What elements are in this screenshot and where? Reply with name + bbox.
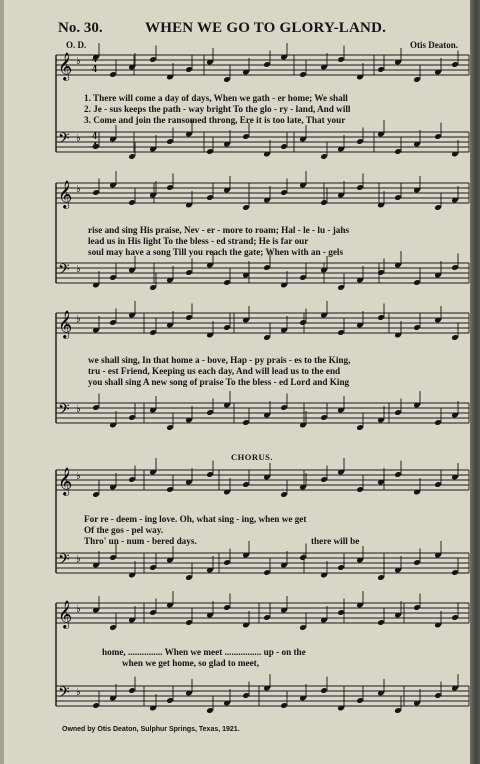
treble-clef-icon: 𝄞 <box>58 52 73 80</box>
hymn-page <box>4 0 470 764</box>
verse-2-line-2: lead us in His light To the bless - ed strand; He is far our <box>88 236 309 246</box>
chorus-line-5: when we get home, so glad to meet, <box>122 658 260 668</box>
chorus-line-4: home, ............... When we meet ................ up - on the <box>102 647 306 657</box>
flat-sign-icon: ♭ <box>76 404 81 415</box>
composer-name: Otis Deaton. <box>410 40 458 50</box>
flat-sign-icon: ♭ <box>76 687 81 698</box>
key-label: O. D. <box>66 40 87 50</box>
bass-clef-icon: 𝄢 <box>58 130 70 151</box>
verse-1-line-1: 1. There will come a day of days, When we gath - er home; We shall <box>84 93 348 103</box>
verse-2-line-3: tru - est Friend, Keeping us each day, And will lead us to the end <box>88 366 341 376</box>
chorus-line-1: For re - deem - ing love. Oh, what sing - ing, when we get <box>84 514 307 524</box>
time-signature: 4 <box>92 131 97 142</box>
verse-2-line-1: 2. Je - sus keeps the path - way bright To the glo - ry - land, And will <box>84 104 351 114</box>
flat-sign-icon: ♭ <box>76 264 81 275</box>
verse-3-line-2: soul may have a song Till you reach the gate; When with an - gels <box>88 247 344 257</box>
time-signature: 4 <box>92 64 97 75</box>
flat-sign-icon: ♭ <box>76 184 81 195</box>
hymn-title: WHEN WE GO TO GLORY-LAND. <box>145 20 387 36</box>
treble-clef-icon: 𝄞 <box>58 467 73 495</box>
verse-1-line-2: rise and sing His praise, Nev - er - more to roam; Hal - le - lu - jahs <box>88 225 350 235</box>
flat-sign-icon: ♭ <box>76 604 81 615</box>
bass-clef-icon: 𝄢 <box>58 551 70 572</box>
time-signature: 4 <box>92 141 97 152</box>
time-signature: 4 <box>92 54 97 65</box>
bass-echo-text: there will be <box>311 536 360 546</box>
bass-clef-icon: 𝄢 <box>58 401 70 422</box>
bass-clef-icon: 𝄢 <box>58 261 70 282</box>
flat-sign-icon: ♭ <box>76 554 81 565</box>
flat-sign-icon: ♭ <box>76 314 81 325</box>
chorus-label: CHORUS. <box>231 452 273 462</box>
flat-sign-icon: ♭ <box>76 133 81 144</box>
flat-sign-icon: ♭ <box>76 56 81 67</box>
hymn-number: No. 30. <box>58 20 103 36</box>
chorus-line-3: Thro' un - num - bered days. <box>84 536 197 546</box>
copyright-footer: Owned by Otis Deaton, Sulphur Springs, Texas, 1921. <box>62 726 240 733</box>
treble-clef-icon: 𝄞 <box>58 600 73 628</box>
verse-1-line-3: we shall sing, In that home a - bove, Hap - py prais - es to the King, <box>88 355 351 365</box>
verse-3-line-3: you shall sing A new song of praise To the bless - ed Lord and King <box>88 377 350 387</box>
treble-clef-icon: 𝄞 <box>58 310 73 338</box>
treble-clef-icon: 𝄞 <box>58 180 73 208</box>
bass-clef-icon: 𝄢 <box>58 684 70 705</box>
music-notation <box>4 0 470 764</box>
book-binding <box>470 0 480 764</box>
chorus-line-2: Of the gos - pel way. <box>84 525 164 535</box>
verse-3-line-1: 3. Come and join the ransomed throng, Ere it is too late, That your <box>84 115 346 125</box>
flat-sign-icon: ♭ <box>76 471 81 482</box>
